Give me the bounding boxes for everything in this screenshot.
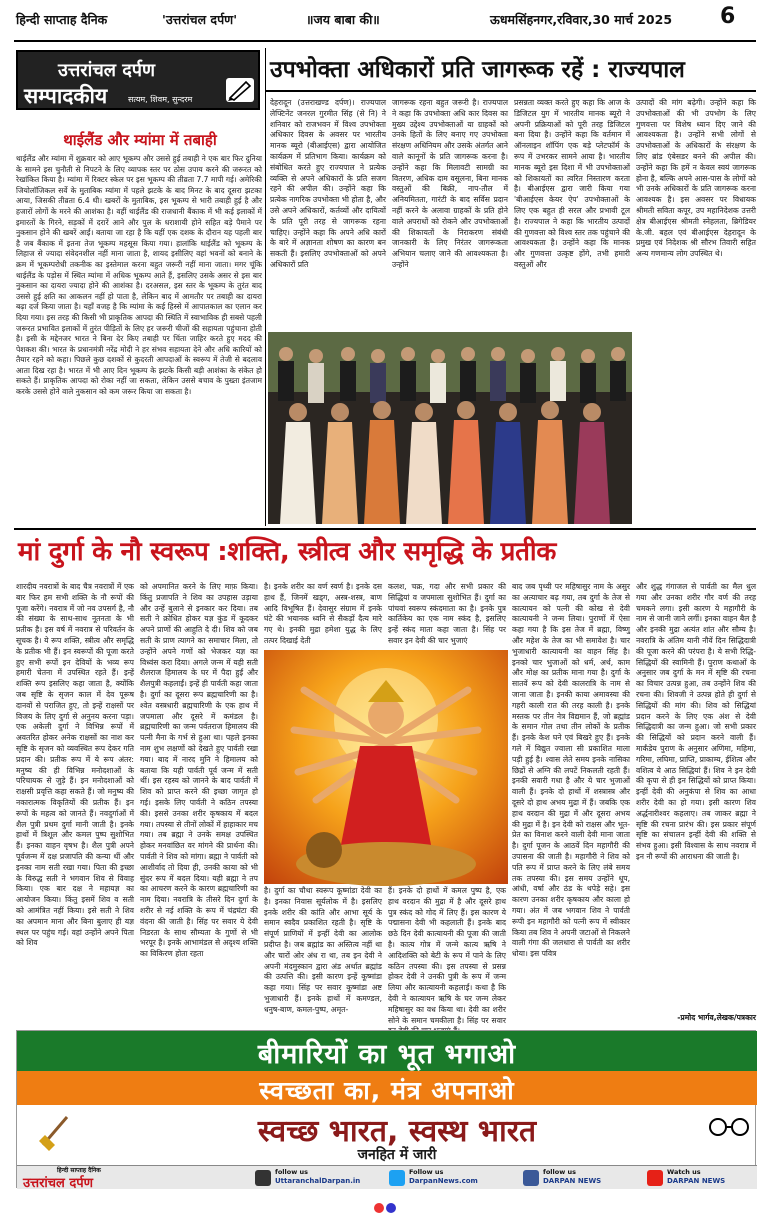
gandhi-glasses-icon (707, 1115, 751, 1139)
social-twitter-label: Follow us (409, 1168, 444, 1176)
social-web-icon[interactable] (255, 1170, 271, 1186)
header-paper-name: 'उत्तरांचल दर्पण' (162, 12, 238, 27)
story2-col1: शारदीय नवरात्रों के बाद चैत्र नवरात्रों में एक बार फिर हम सभी शक्ति के नौ रूपों की पूजा करेंगे। नवरात्र में जो नव उपसर्ग है, नौ की संख्या के साथ-साथ नूतनता के भी प्रतीक है। इस वर्ष में नवरात्र से परिवर्तन के सूचक है। ये रूप शक्ति, स्त्रीत्व और समृद्धि के प्रतीक भी हैं। इन स्वरूपों की पूजा करते हुए सभी रूपों इन देवियों के भव्य रूप हमारी चेतना में उपस्थित रहते हैं। इन्हें शक्ति रूप इसलिए कहा जाता है, क्योंकि जब सृष्टि के सृजन काल में देव पूरूष दानवों से पराजित हुए, तो इन्हें राक्षसों पर विजय के लिए दुर्गा से अनुनय करना पड़ा। एक अकेली दुर्गा ने विभिन्न रूपों में अवतरित होकर अनेक राक्षसों का नाश कर सृष्टि के सृजन को व्यवस्थित रूप देकर गति प्रदान की। प्रतीक रूप में ये रूप अंतर: मनुष्य की ही विभिन्न मनोदशाओं के परिचायक से जुड़े हैं। इन मनोदशाओं को राक्षसी प्रवृत्ति कहा सकते हैं। जो मनुष्य की नकारात्मक विकृतियों की प्रतीक हैं। इन रूपों के महत्व को जानते हैं। नवदुर्गाओं में शैल पुत्री प्रथम दुर्गा मानी जाती है। इनके हाथों में त्रिशूल और कमल पुष्प सुशोभित हैं। इनका वाहन वृषभ है। शैल पुत्री अपने पूर्वजन्म में दक्ष प्रजापति की कन्या थीं और इनका नाम सती रखा गया। पिता की इच्छा के विरुद्ध सती ने भगवान शिव से विवाह किया। एक बार दक्ष ने महायज्ञ का आयोजन किया। किंतु इसमें शिव व सती को आमंत्रित नहीं किया। इसे सती ने शिव का अपमान माना और बिना बुलाए ही यज्ञ स्थल पर पहुंच गईं। वहां उन्होंने अपने पिता को शिव (16, 582, 134, 948)
social-facebook-icon[interactable] (523, 1170, 539, 1186)
ad-footer-paper-type: हिन्दी साप्ताह दैनिक (57, 1167, 101, 1174)
ad-line-1: बीमारियों का भूत भगाओ (257, 1039, 517, 1070)
story1-col2: जागरूक रहना बहुत जरूरी है। राज्यपाल ने कहा कि उपभोक्ता अधि कार दिवस का मुख्य उद्देश्य उपभोक्ताओं या ग्राहकों को उनके हितों के लिए बनाए गए उपभोक्ता संरक्षण अधिनियम और उसके अंतर्गत आने वाले कानूनों के प्रति जागरूक करना है। उन्होंने कहा कि मिलावटी सामग्री का वितरण, अधिक दाम वसूलना, बिना मानक वस्तुओं की बिक्री, नाप-तौल में अनियमितता, गारंटी के बाद सर्विस प्रदान नहीं करने के अलावा ग्राहकों के प्रति होने वाले अपराधों को रोकने और उपभोक्ताओं की शिकायतों के निराकरण संबंधी जानकारी के लिए निरंतर जागरूकता अभियान चलाए जाने की आवश्यकता है। उन्होंने (392, 98, 508, 269)
section-divider (14, 528, 756, 530)
ad-line-2: स्वच्छता का, मंत्र अपनाओ (259, 1076, 515, 1105)
durga-illustration (264, 650, 508, 884)
social-twitter-icon[interactable] (389, 1170, 405, 1186)
quill-icon (226, 78, 254, 102)
story1-col4: उत्पादों की मांग बढ़ेगी। उन्होंने कहा कि उपभोक्ताओं की भी उपभोग के लिए गुणवत्ता पर विशेष ध्यान दिए जाने की आवश्यकता है। उन्होंने सभी लोगों से उपभोक्ताओं के अधिकारों के संरक्षण के लिए ब्रांड एंबेसडर बनने की अपील की। उन्होंने कहा कि हमें न केवल स्वयं जागरूक होना है, बल्कि अपने आस-पास के लोगों को भी उनके अधिकारों के प्रति जागरूक करना आवश्यक है। इस अवसर पर विधायक श्रीमती सविता कपूर, उप महानिदेशक उत्तरी क्षेत्र बीआईएस श्रीमती स्नेहलता, ब्रिगेडियर के.जी. बहल एवं बीआईएस देहरादून के प्रमुख एवं निदेशक श्री सौरभ तिवारी सहित अन्य गणमान्य लोग उपस्थित थे। (636, 98, 756, 259)
social-youtube-handle[interactable]: DARPAN NEWS (667, 1177, 726, 1185)
editorial-body: थाईलैंड और म्यांमा में शुक्रवार को आए भूकम्प और उससे हुई तबाही ने एक बार फिर दुनिया के सामने इस चुनौती से निपटने के लिए व्यापक स्तर पर ठोस उपाय करने की जरूरत को रेखांकित किया है। म्यांमा में रिक्टर स्केल पर इस भूकम्प की तीव्रता 7.7 मापी गई। अमेरिकी जियोलॉजिकल सर्वे के मुताबिक म्यांमा में पहले झटके के बाद मिनट के बाद दूसरा झटका आया, जिसकी तीव्रता 6.4 थी। खबरों के मुताबिक, इस भूकम्प से भारी तबाही हुई है और हजारों लोगों के मरने की आशंका है। वहीं थाईलैंड की राजधानी बैंकाक में भी कई इलाकों में इमारतों के गिरने, सड़कों में दरारें आने और पुल के धराशायी होने सहित बड़े पैमाने पर नुकसान होने की खबरें आईं। बताया जा रहा है कि यहीं एक दशक के दौरान यह पहली बार है जब बैंकाक में इतना तेज भूकम्प महसूस किया गया। हालांकि थाईलैंड को भूकम्प के लिहाज से ज्यादा संवेदनशील नहीं माना जाता है, शायद इसीलिए वहां भवनों को बनाने के क्रम में भूकम्परोधी तकनीक का इस्तेमाल करना बहुत जरूरी नहीं माना जाता। मगर चूंकि थाईलैंड के पड़ोस में स्थित म्यांमा में अधिक भूकम्प आते हैं, इसलिए उसके असर से इस बार नुकसान का दायरा ज्यादा होने की आशंका है। दरअसल, इस स्तर के भूकम्प के तुरंत बाद उससे हुई क्षति का आकलन नहीं हो पाता है, लेकिन बाद में आमतौर पर तबाही का दायरा बढ़ा दर्ज किया जाता है। यहाँ वजह है कि म्यांमा के कई हिस्से में आपातकाल का एलान कर दिया गया। इस तरह की किसी भी प्राकृतिक आपदा की स्थिति में स्वाभाविक ही सबसे पहली जरूरत प्रभावित इलाकों में तुरंत पीड़ितों के लिए हर जरूरी चीजों की सहायता पहुंचाना होती है। इसी के मद्देनजर भारत ने बिना देर किए तबाही पर चिंता जाहिर करते हुए मदद की पेशकश की। भारत के प्रधानमंत्री नरेंद्र मोदी ने हर संभव सहायता देने और अधि कारियों को तैयार रहने को कहा। पिछले कुछ दशकों से कुदरती आपदाओं के स्वरूप में तेजी से बदलाव आता दिख रहा है। भारत में भी आए दिन भूकम्प के झटके किसी बड़ी आशंका के संकेत हो सकते हैं। प्राकृतिक आपदा को रोका नहीं जा सकता, लेकिन उससे बचाव के पुख्ता इंतजाम करके उससे होने वाले नुकसान को कम जरूर किया जा सकता है। (16, 154, 262, 397)
ad-line-4: जनहित में जारी (357, 1147, 437, 1163)
story2-col3-top: है। इनके शरीर का वर्ण स्वर्ण है। इनके दस हाथ हैं, जिनमें खड्ग, अस्त्र-शस्त्र, बाण आदि विभूषित हैं। देवासुर संग्राम में इनके घंटे की भयानक ध्वनि से सैकड़ों दैत्य मारे गए थे। इनकी मुद्रा हमेशा युद्ध के लिए तत्पर दिखाई देती (264, 582, 382, 645)
page-number: 6 (720, 4, 736, 29)
story2-col4-top: कलश, चक्र, गदा और सभी प्रकार की सिद्धियां व जपमाला सुशोभित हैं। दुर्गा का पांचवां स्वरूप स्कंदमाता का है। इनके पुत्र कार्तिकेय का एक नाम स्कंद है, इसलिए इन्हें स्कंद माता कहा जाता है। सिंह पर सवार इन देवी की चार भुजाएं (388, 582, 506, 645)
story1-col3: प्रसन्नता व्यक्त करते हुए कहा कि आज के डिजिटल युग में भारतीय मानक ब्यूरो ने अपनी प्रक्रियाओं को पूरी तरह डिजिटल बना दिया है। उन्होंने कहा कि वर्तमान में ऑनलाइन शॉपिंग एक बड़े प्लेटफॉर्म के रूप में उभरकर सामने आया है। भारतीय मानक ब्यूरो इस दिशा में भी उपभोक्ताओं को शिकायतों का त्वरित निस्तारण करता है। बीआईएस द्वारा जारी किया गया 'बीआईएस केयर ऐप' उपभोक्ताओं के लिए एक बहुत ही सरल और प्रभावी टूल है। राज्यपाल ने कहा कि भारतीय उत्पादों की गुणवत्ता को विश्व स्तर तक पहुंचाने की आवश्यकता है। उन्होंने कहा कि मानक और गुणवत्ता उत्कृष्ट होंगे, तभी हमारी वस्तुओं और (514, 98, 630, 269)
header-slogan: ॥जय बाबा की॥ (306, 12, 380, 27)
social-web-label: follow us (275, 1168, 308, 1176)
story1-headline: उपभोक्ता अधिकारों प्रति जागरूक रहें : राज्यपाल (266, 52, 756, 92)
ad-footer-brand: उत्तरांचल दर्पण (23, 1176, 94, 1191)
registration-mark (372, 1200, 398, 1214)
story2-author: -प्रमोद भार्गव,लेखक/पत्रकार (677, 1013, 756, 1022)
swachh-ad (16, 1030, 756, 1191)
ad-line-3: स्वच्छ भारत, स्वस्थ भारत (257, 1114, 537, 1149)
editorial-headline: थाईलैंड और म्यांमा में तबाही (63, 131, 217, 149)
header-rule (14, 40, 756, 42)
social-youtube-label: Watch us (667, 1168, 701, 1176)
story2-col2: को अपमानित करने के लिए माफ़ किया। किंतु प्रजापति ने शिव का उपहास उड़ाया और उन्हें बुलाने से इनकार कर दिया। तब सती ने क्रोधित होकर यज्ञ कुंड में कूदकर अपने प्राणों की आहुति दे दी। शिव को जब सती के प्राण त्यागने का समाचार मिला, तो उन्होंने अपने गणों को भेजकर यज्ञ का विध्वंस करा दिया। अगले जन्म में यही सती शैलराज हिमालय के घर में पैदा हुईं और शैलपुत्री कहलाईं। इन्हें ही पार्वती कहा जाता है। दुर्गा का दूसरा रूप ब्रह्मचारिणी का है। श्वेत वस्त्रधारी ब्रह्मचारिणी के एक हाथ में जपमाला और दूसरे में कमंडल है। ब्रह्मचारिणी का जन्म पर्वतराज हिमालय की पत्नी मैना के गर्भ से हुआ था। पहले इनका नाम शुभ लक्षणों को देखते हुए पार्वती रखा गया। बाद में नारद मुनि ने हिमालय को बताया कि यही पार्वती पूर्व जन्म में सती थीं। इस रहस्य को जानने के बाद पार्वती में शिव को प्राप्त करने की इच्छा जागृत हो गई। इसके लिए पार्वती ने कठिन तपस्या की। इससे उनका शरीर कृषकाय में बदल गया। तपस्या से तीनों लोकों में हाहाकार मच गया। तब ब्रह्मा ने उनके समक्ष उपस्थित होकर मनवांछित वर मांगने की प्रार्थना की। पार्वती ने शिव को मांगा। ब्रह्मा ने पार्वती को आशीर्वाद तो दिया ही, उनकी काया को भी सुंदर रूप में बदल दिया। यही ब्रह्मा ने तप का आचरण करने के कारण ब्रह्मचारिणी का नाम दिया। नवरात्रि के तीसरे दिन दुर्गा के शरीर से नई शक्ति के रूप में चंद्रघंटा की वंदना की जाती है। सिंह पर सवार ये देवी निडरता के साथ सौम्यता के गुणों से भी भरपूर है। इनके आभामंडल से अदृश्य शक्ति का विकिरण होता रहता (140, 582, 258, 959)
group-photo (268, 332, 632, 524)
top-header (14, 4, 756, 42)
editorial-divider (265, 48, 266, 526)
story2-col3-bottom: है। दुर्गा का चौथा स्वरूप कूष्मांडा देवी का है। इनका निवास सूर्यलोक में है। इसलिए इनके शरीर की कांति और आभा सूर्य के समान स्वदैव प्रकाशित रहती है। सृष्टि के संपूर्ण प्राणियों में इन्हीं देवी का आलोक प्रदीप्त है। जब ब्रह्मांड का अस्तित्व नहीं था और चारों ओर अंध रा था, तब इन देवी ने अपनी मंदमुस्कान द्वारा अंड अर्थात ब्रह्मांड की उत्पत्ति की। इसी कारण इन्हें कूष्मांडा कहा गया। सिंह पर सवार कूष्मांडा अष्ट भुजाधारी हैं। इनके हाथों में कमण्डल, धनुष-बाण, कमल-पुष्प, अमृत- (264, 886, 382, 1014)
editorial-motto: सत्यम, शिवम, सुन्दरम (128, 95, 193, 104)
story1-col1: देहरादून (उत्तराखण्ड दर्पण)। राज्यपाल लेफ्टिनेंट जनरल गुरमीत सिंह (से नि) ने शनिवार को राजभवन में विश्व उपभोक्ता अधिकार दिवस के अवसर पर भारतीय मानक ब्यूरो (बीआईएस) द्वारा आयोजित कार्यक्रम में प्रतिभाग किया। कार्यक्रम को संबोधित करते हुए राज्यपाल ने प्रत्येक व्यक्ति से अपने अधिकारों के प्रति सजग रहने की अपील की। उन्होंने कहा कि प्रत्येक नागरिक उपभोक्ता भी होता है, और उसे अपने अधिकारों, कर्तव्यों और दायित्वों के प्रति पूरी तरह से जागरूक रहना चाहिए। उन्होंने कहा कि अपने अधि कारों के बारे में अज्ञानता शोषण का कारण बन सकती हैं। इसलिए उपभोक्ताओं को अपने अधिकारों प्रति (270, 98, 386, 269)
ad-footer (17, 1165, 757, 1189)
editorial-masthead: उत्तरांचल दर्पण (58, 60, 156, 81)
editorial-section-title: सम्पादकीय (24, 84, 108, 108)
story2-col5: बाद जब पृथ्वी पर महिषासुर नाम के असुर का अत्याचार बढ़ गया, तब दुर्गा के तेज से कात्यायन को पत्नी की कोख से देवी कात्यायनी ने जन्म लिया। पुराणों में ऐसा कहा गया है कि इस तेज में ब्रह्मा, विष्णु और महेश के तेज का भी समावेश है। चार भुजाधारी कात्यायनी का वाहन सिंह है। इनको चार भुजाओं को धर्म, अर्थ, काम और मोक्ष का प्रतीक माना गया है। दुर्गा के सातवें रूप को देवी कालरात्रि के नाम से जाना जाता है। इनकी काया अमावस्या की गहरी काली रात की तरह काली है। इनके मस्तक पर तीन नेत्र विद्यमान हैं, जो ब्रह्मांड के समान गोल तथा तीन लोकों के प्रतीक हैं। इनके केश घने एवं बिखरे हुए हैं। इनके गले में विद्युत ज्वाला सी प्रकाशित माला पड़ी हुई है। श्वास लेते समय इनके नासिका छिद्रों से अग्नि की लपटें निकलती रहती हैं। इनकी सवारी गधा है और ये चार भुजाओं वाली हैं। इनके दो हाथों में शस्त्रास्त्र और दूसरे दो हाथ अभय मुद्रा में हैं। जबकि एक हाथ वरदान की मुद्रा में और दूसरा अभय की मुद्रा में है। इन देवी को राक्षस और भूत-प्रेत का विनाश करने वाली देवी माना जाता है। दुर्गा पूजन के आठवें दिन महागौरी की उपासना की जाती है। महागौरी ने शिव को पति रूप में प्राप्त करने के लिए लंबे समय तक तपस्या की। इस समय उन्होंने धूप, आंधी, वर्षा और ठंड के थपेड़े सहे। इस कारण उनका शरीर कृषकाय और काला हो गया। अंत में जब भगवान शिव ने पार्वती रूपी इन महागौरी को पत्नी रूप में स्वीकार किया तब शिव ने अपनी जटाओं से निकलने वाली गंगा की जलधारा से पार्वती का शरीर धोया। इस पवित्र (512, 582, 630, 959)
story2-col6: और शुद्ध गंगाजल से पार्वती का मैल धुल गया और उनका शरीर गौर वर्ण की तरह चमकने लगा। इसी कारण ये महागौरी के नाम से जानी जाने लगीं। इनका वाहन बैल है और इनकी मुद्रा अत्यंत शांत और सौम्य है। नवरात्रि के अंतिम यानी नौवें दिन सिद्धिदात्री की पूजा करने की परंपरा है। ये सभी रिद्धि-सिद्धियों की स्वामिनी हैं। पुराण कथाओं के अनुसार जब दुर्गा के मन में सृष्टि की रचना का विचार उत्पन्न हुआ, तब उन्होंने शिव की रचना की। शिवजी ने उत्पन्न होते ही दुर्गा से सिद्धियों की मांग की। शिव को सिद्धियां प्रदान करने के लिए एक अंश से देवी सिद्धिदात्री का जन्म हुआ। जो सभी प्रकार की सिद्धियों को प्रदान करने वाली हैं। मार्कंडेय पुराण के अनुसार अणिमा, महिमा, गरिमा, लघिमा, प्राप्ति, प्राकाम्य, ईशित्व और वशित्व ये आठ सिद्धियां हैं। शिव ने इन देवी की कृपा से ही इन सिद्धियों को प्राप्त किया। इन्हीं देवी की अनुकंपा से शिव का आधा शरीर देवी का हो गया। इसी कारण शिव अर्द्धनारीश्वर कहलाए। तब जाकर ब्रह्मा ने सृष्टि की रचना प्रारंभ की। इस प्रकार संपूर्ण सृष्टि का संचालन इन्हीं देवी की शक्ति से संभव हुआ। इसी विश्वास के साथ नवरात्र में इन नौ रूपों की आराधना की जाती है। (636, 582, 756, 861)
social-facebook-handle[interactable]: DARPAN NEWS (543, 1177, 602, 1185)
editorial-masthead-box (16, 50, 260, 110)
social-youtube-icon[interactable] (647, 1170, 663, 1186)
story2-col4-bottom: हैं। इनके दो हाथों में कमल पुष्प है, एक हाथ वरदान की मुद्रा में है और दूसरे हाथ पुत्र स्कंद को गोद में लिए हैं। इस कारण ये पद्मासना देवी भी कहलाती हैं। इनके बाद छठे दिन देवी कात्यायनी की पूजा की जाती है। कात्य गोत्र में जन्मे कात्य ऋषि ने आदिशक्ति को बेटी के रूप में पाने के लिए कठिन तपस्या की। इस तपस्या से प्रसन्न होकर देवी ने उनकी पुत्री के रूप में जन्म लिया और कात्यायनी कहलाईं। कथा है कि देवी ने कात्यायन ऋषि के घर जन्म लेकर महिषासुर का वध किया था। देवी का शरीर सोने के समान चमकीला है। सिंह पर सवार (388, 886, 506, 1025)
story2-headline: मां दुर्गा के नौ स्वरूप :शक्ति, स्त्रीत्व और समृद्धि के प्रतीक (18, 537, 556, 567)
social-twitter-handle[interactable]: DarpanNews.com (409, 1177, 478, 1185)
header-dateline: ऊधमसिंहनगर,रविवार,30 मार्च 2025 (490, 12, 673, 27)
header-paper-type: हिन्दी साप्ताह दैनिक (16, 12, 108, 27)
social-web-handle[interactable]: UttaranchalDarpan.in (275, 1177, 361, 1185)
social-facebook-label: follow us (543, 1168, 576, 1176)
broom-icon (37, 1111, 77, 1151)
